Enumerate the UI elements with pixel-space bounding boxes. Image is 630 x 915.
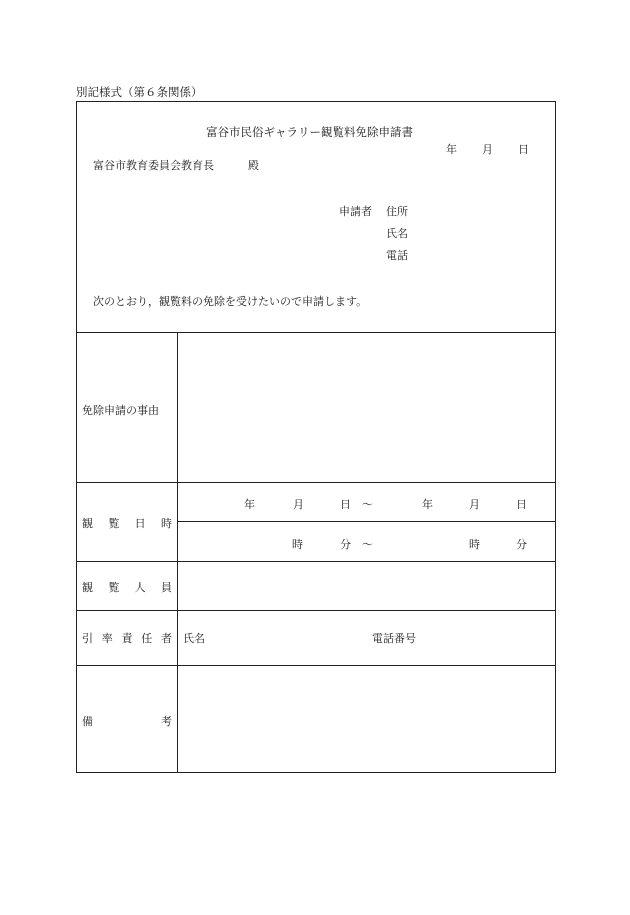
end-month-label: 月 xyxy=(469,498,480,511)
label-char: 観 xyxy=(82,581,93,594)
remarks-label xyxy=(82,713,172,729)
label-char: 員 xyxy=(160,581,172,594)
label-char: 率 xyxy=(101,632,113,645)
address-label: 住所 xyxy=(386,205,408,218)
leader-name-label: 氏名 xyxy=(183,632,205,645)
label-char: 覧 xyxy=(108,517,120,530)
date-day-label: 日 xyxy=(518,143,529,156)
row-divider xyxy=(76,610,556,611)
visitors-label xyxy=(82,579,172,595)
date-range-tilde: ～ xyxy=(362,498,373,511)
row-divider xyxy=(76,482,556,483)
row-divider xyxy=(177,521,556,522)
start-day-label: 日 xyxy=(340,498,351,511)
visitors-entry[interactable] xyxy=(178,562,555,610)
honorific: 殿 xyxy=(248,159,259,172)
label-char: 任 xyxy=(141,632,153,645)
start-hour-label: 時 xyxy=(292,538,303,551)
end-hour-label: 時 xyxy=(469,538,480,551)
end-minute-label: 分 xyxy=(516,538,527,551)
label-char: 人 xyxy=(134,581,146,594)
application-statement: 次のとおり，観覧料の免除を受けたいので申請します。 xyxy=(93,295,368,308)
start-year-label: 年 xyxy=(244,498,255,511)
label-char: 者 xyxy=(161,632,172,645)
date-month-label: 月 xyxy=(482,143,493,156)
label-char: 日 xyxy=(134,517,146,530)
addressee: 富谷市教育委員会教育長 xyxy=(93,159,214,172)
reason-entry[interactable] xyxy=(178,333,555,482)
label-char: 備 xyxy=(82,715,93,728)
name-label: 氏名 xyxy=(386,227,408,240)
label-char: 観 xyxy=(82,517,93,530)
label-char: 責 xyxy=(121,632,133,645)
label-char: 考 xyxy=(161,715,172,728)
start-month-label: 月 xyxy=(293,498,304,511)
form-label: 別記様式（第６条関係） xyxy=(76,85,203,99)
form-title: 富谷市民俗ギャラリー観覧料免除申請書 xyxy=(206,125,413,139)
remarks-entry[interactable] xyxy=(178,666,555,772)
reason-label: 免除申請の事由 xyxy=(82,404,159,417)
label-char: 時 xyxy=(160,517,172,530)
datetime-label xyxy=(82,515,172,531)
leader-label xyxy=(82,630,172,646)
applicant-label: 申請者 xyxy=(339,205,372,218)
leader-phone-label: 電話番号 xyxy=(372,632,416,645)
end-year-label: 年 xyxy=(422,498,433,511)
label-char: 覧 xyxy=(108,581,120,594)
end-day-label: 日 xyxy=(516,498,527,511)
date-year-label: 年 xyxy=(446,143,457,156)
phone-label: 電話 xyxy=(386,249,408,262)
start-minute-label: 分 xyxy=(340,538,351,551)
label-char: 引 xyxy=(82,632,93,645)
time-range-tilde: ～ xyxy=(362,538,373,551)
